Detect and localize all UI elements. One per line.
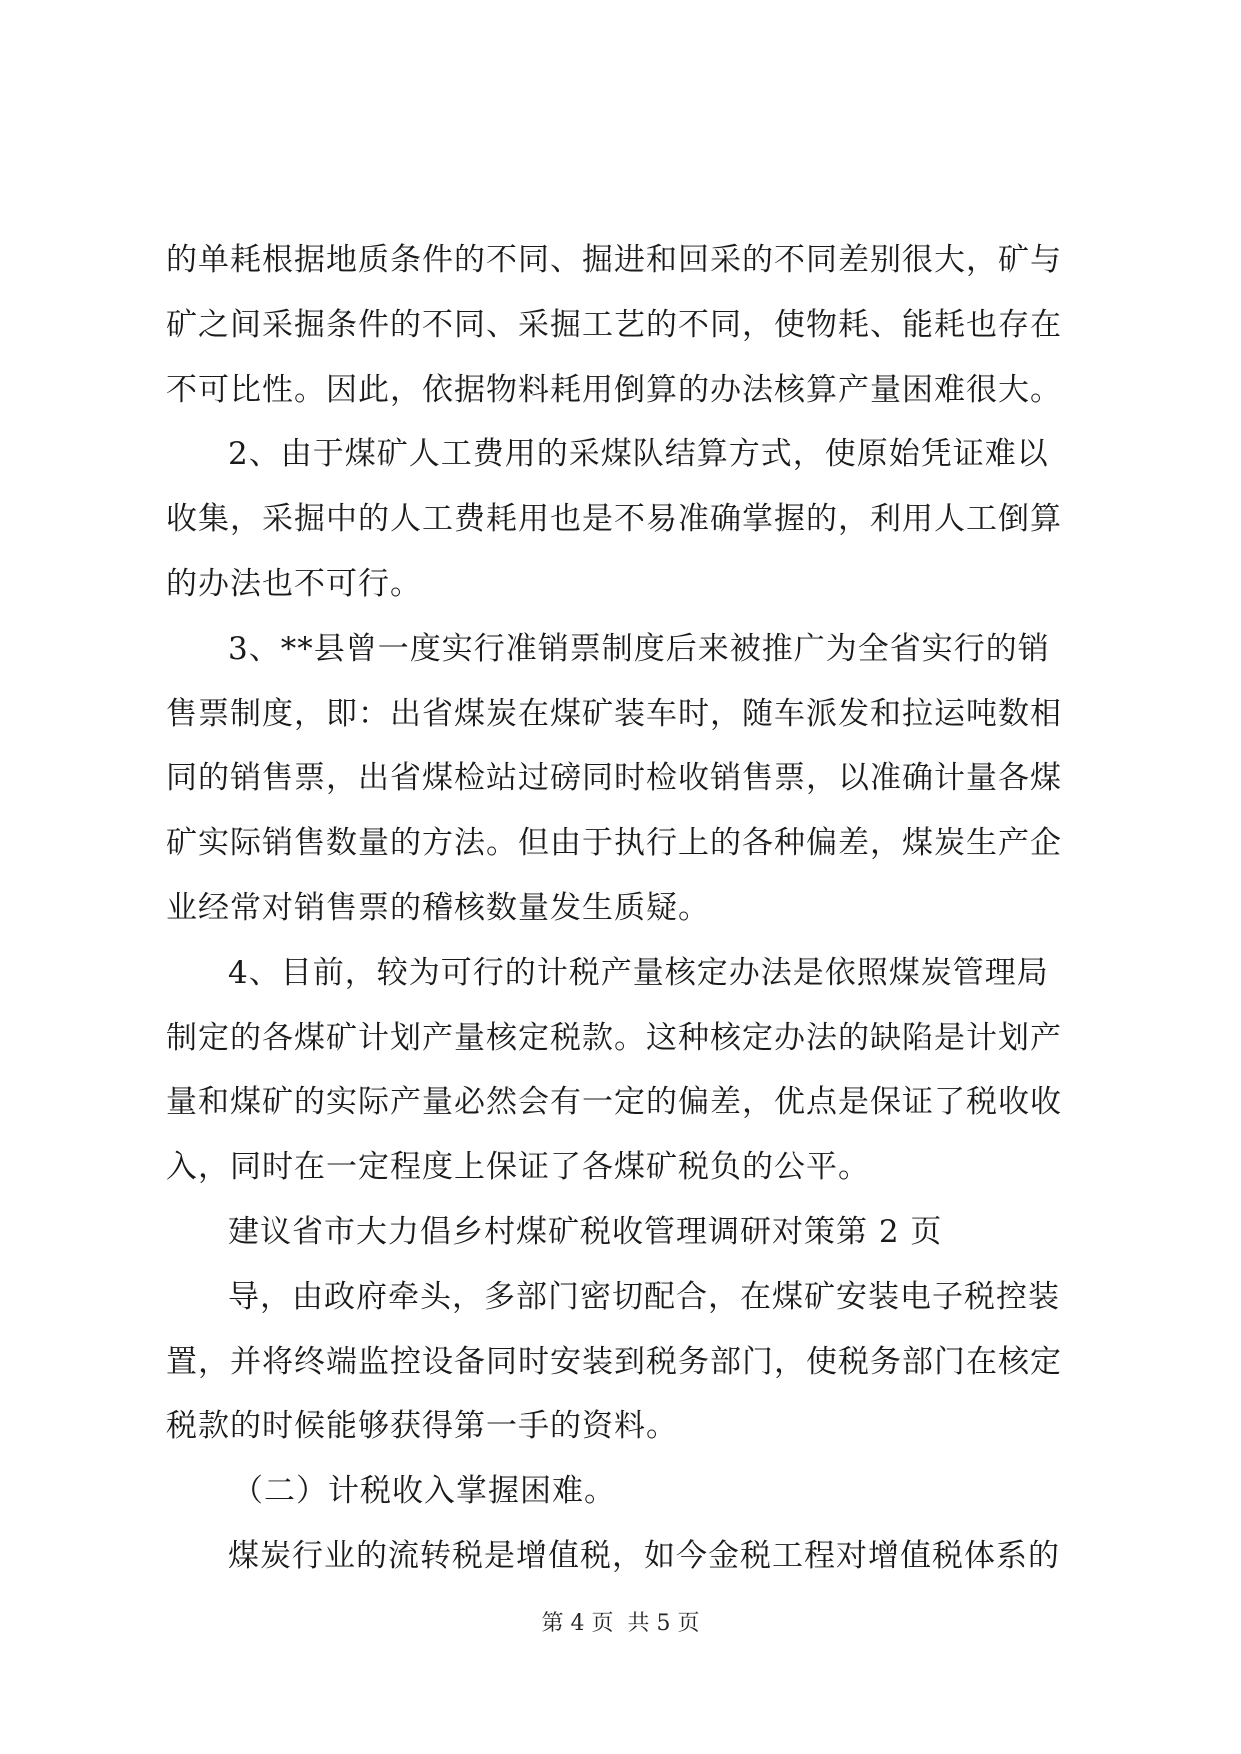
text-line: 收集，采掘中的人工费耗用也是不易准确掌握的，利用人工倒算 [166, 501, 1062, 538]
text-line: 同的销售票，出省煤检站过磅同时检收销售票，以准确计量各煤 [166, 760, 1062, 797]
text-line: 的单耗根据地质条件的不同、掘进和回采的不同差别很大，矿与 [166, 242, 1062, 278]
text-line: 量和煤矿的实际产量必然会有一定的偏差，优点是保证了税收收 [166, 1084, 1062, 1121]
text-line: 3、**县曾一度实行准销票制度后来被推广为全省实行的销 [228, 630, 1050, 667]
text-line: 矿之间采掘条件的不同、采掘工艺的不同，使物耗、能耗也存在 [166, 306, 1062, 343]
text-line: 入，同时在一定程度上保证了各煤矿税负的公平。 [166, 1149, 870, 1186]
text-line: 置，并将终端监控设备同时安装到税务部门，使税务部门在核定 [166, 1343, 1062, 1380]
text-line: 2、由于煤矿人工费用的采煤队结算方式，使原始凭证难以 [228, 436, 1049, 473]
body-text [166, 228, 1096, 1589]
text-line: （二）计税收入掌握困难。 [232, 1473, 616, 1510]
text-line: 矿实际销售数量的方法。但由于执行上的各种偏差，煤炭生产企 [166, 825, 1062, 862]
text-line: 的办法也不可行。 [166, 565, 422, 602]
text-line: 售票制度，即：出省煤炭在煤矿装车时，随车派发和拉运吨数相 [166, 695, 1062, 732]
text-line: 不可比性。因此，依据物料耗用倒算的办法核算产量困难很大。 [166, 371, 1062, 408]
text-line: 煤炭行业的流转税是增值税，如今金税工程对增值税体系的 [228, 1537, 1060, 1574]
text-line: 制定的各煤矿计划产量核定税款。这种核定办法的缺陷是计划产 [166, 1019, 1062, 1056]
page-footer [0, 1609, 1241, 1639]
text-line: 税款的时候能够获得第一手的资料。 [166, 1408, 678, 1445]
text-line: 建议省市大力倡乡村煤矿税收管理调研对策第 2 页 [228, 1213, 943, 1250]
text-line: 4、目前，较为可行的计税产量核定办法是依照煤炭管理局 [228, 954, 1049, 991]
text-line: 业经常对销售票的稽核数量发生质疑。 [166, 889, 710, 926]
text-line: 导，由政府牵头，多部门密切配合，在煤矿安装电子税控装 [228, 1278, 1060, 1315]
page-number: 第 4 页 共 5 页 [541, 1611, 700, 1636]
